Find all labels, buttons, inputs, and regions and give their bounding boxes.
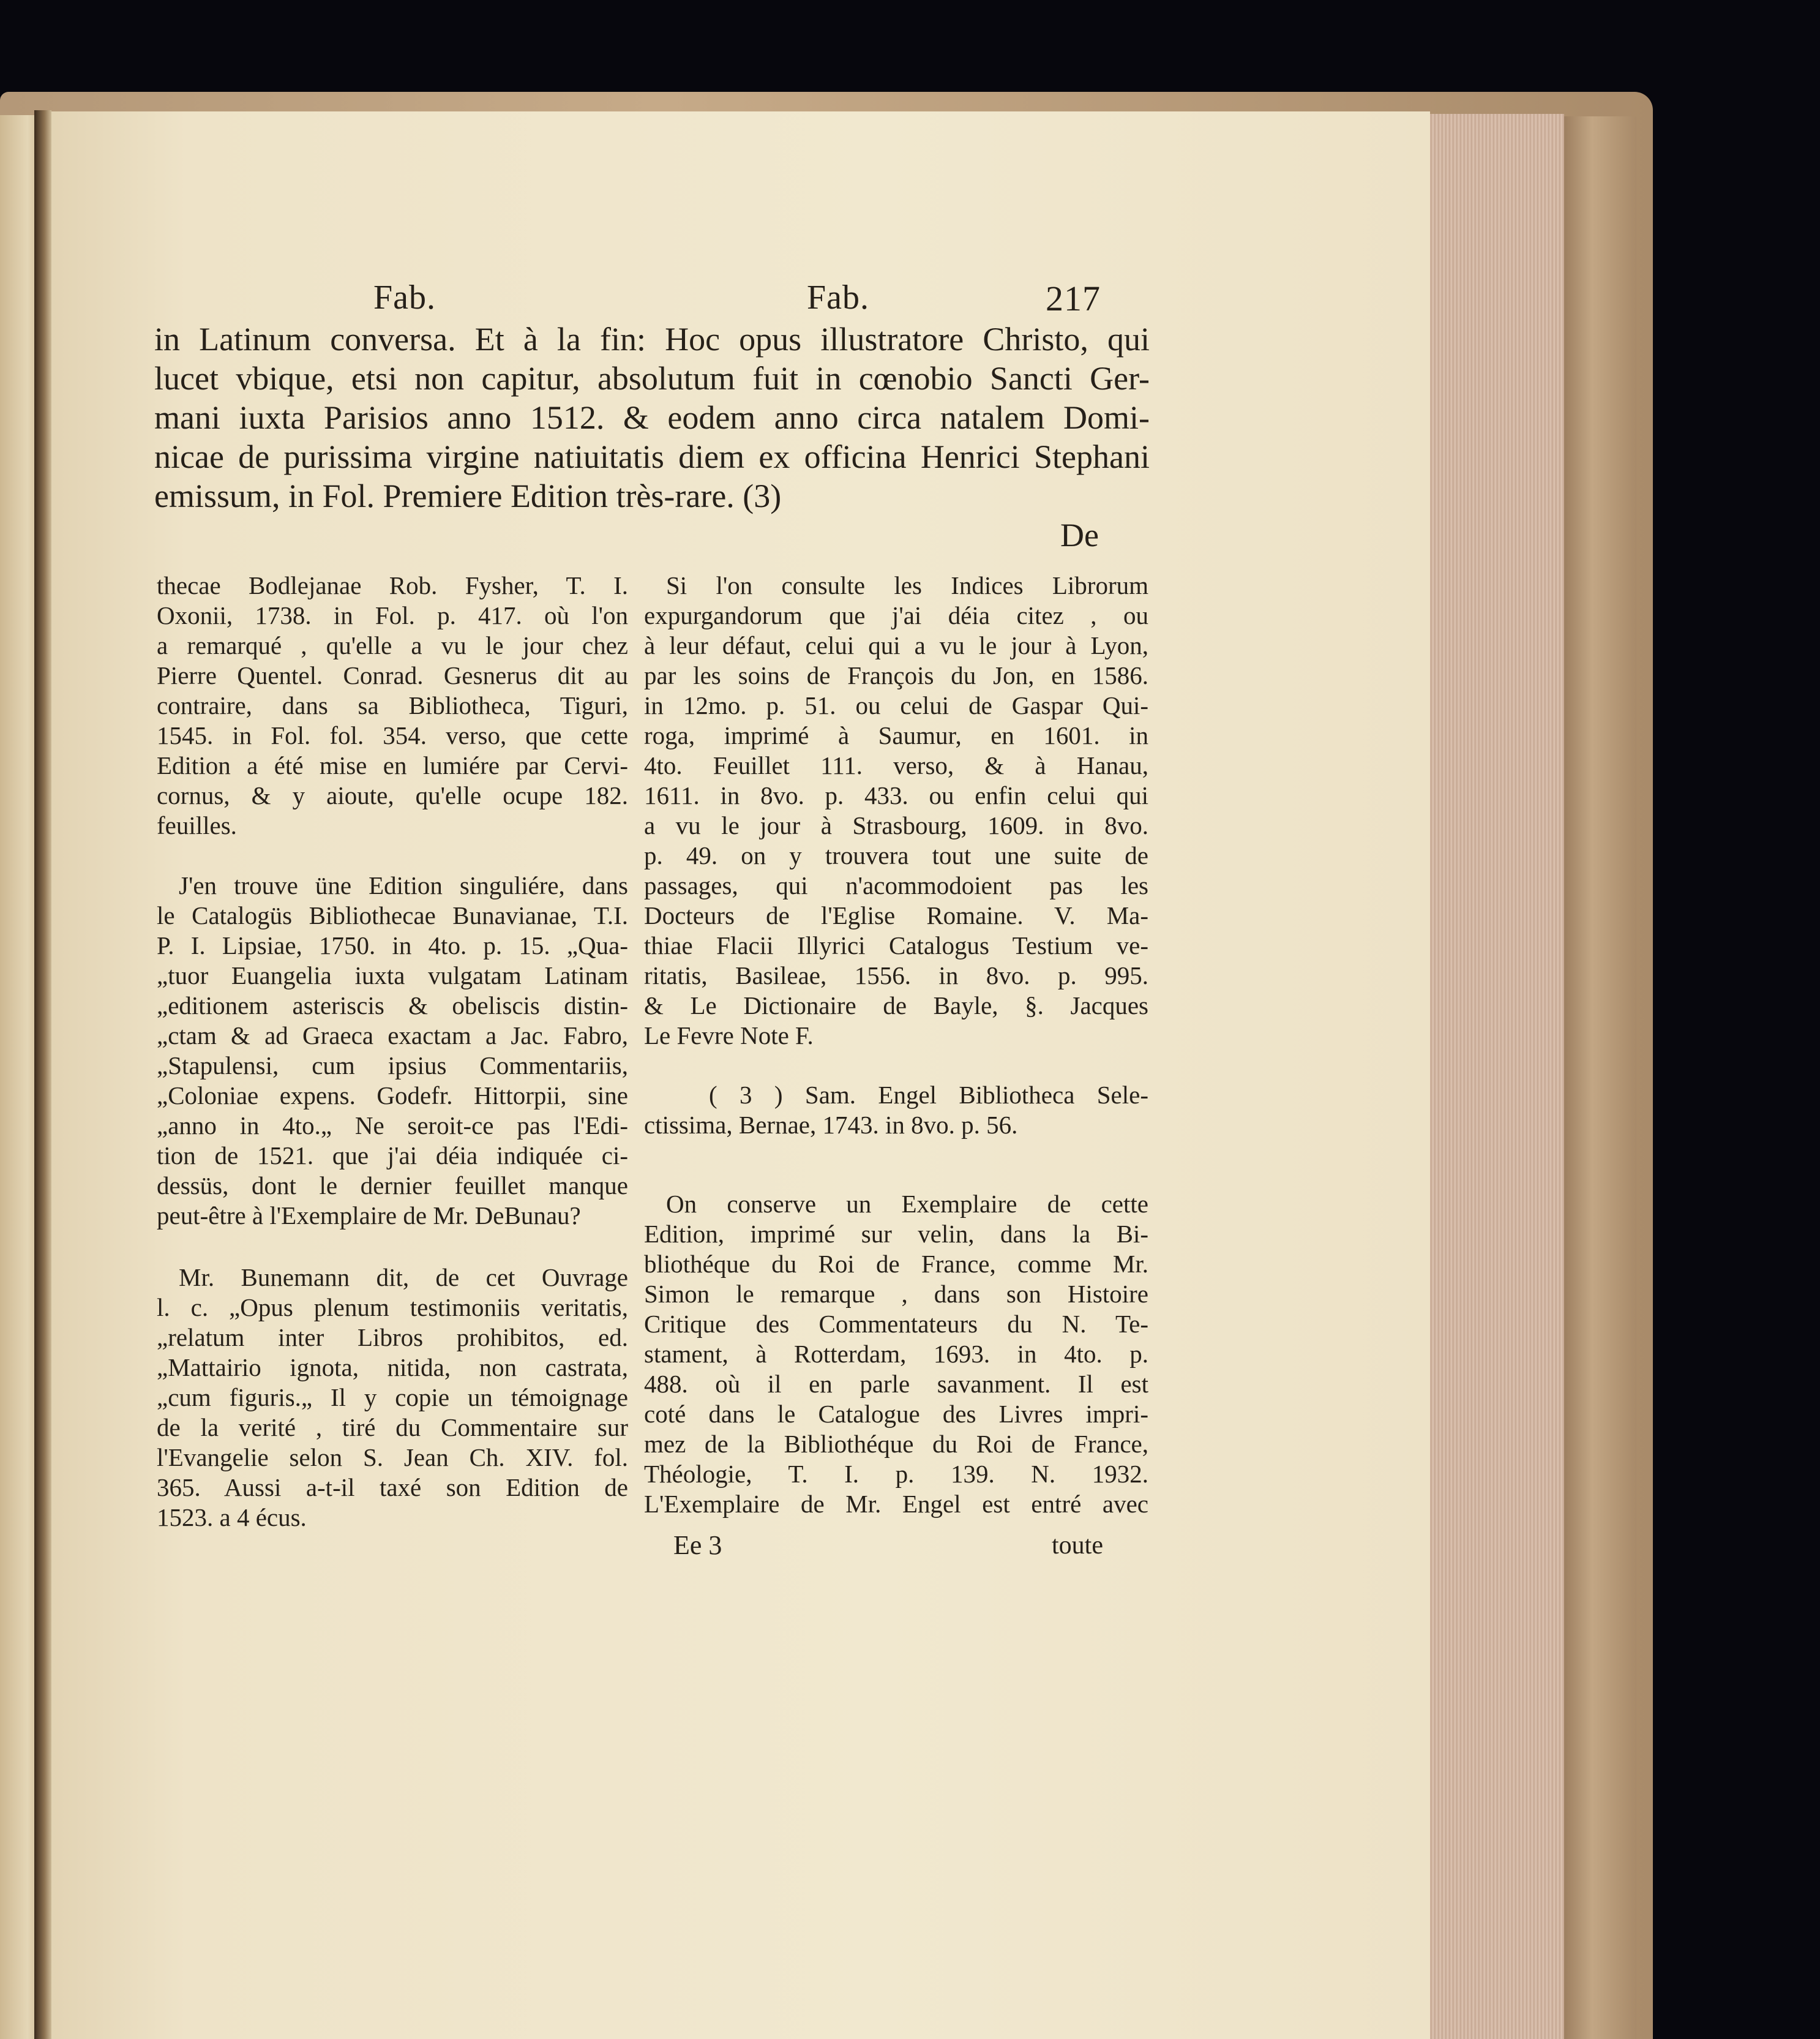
text-line: „Coloniae expens. Godefr. Hittorpii, sine — [157, 1081, 628, 1110]
text-line: L'Exemplaire de Mr. Engel est entré avec — [644, 1490, 1148, 1518]
text-line: Mr. Bunemann dit, de cet Ouvrage — [179, 1263, 628, 1291]
text-line: le Catalogüs Bibliothecae Bunavianae, T.I. — [157, 901, 628, 929]
page-number: 217 — [1046, 279, 1101, 318]
catchword-bottom: toute — [1052, 1531, 1103, 1560]
text-line: „tuor Euangelia iuxta vulgatam Latinam — [157, 961, 628, 989]
text-line: a vu le jour à Strasbourg, 1609. in 8vo. — [644, 811, 1148, 839]
signature-mark: Ee 3 — [673, 1530, 722, 1560]
text-line: a remarqué , qu'elle a vu le jour chez — [157, 631, 628, 659]
text-line: thecae Bodlejanae Rob. Fysher, T. I. — [157, 571, 628, 599]
text-line: expurgandorum que j'ai déia citez , ou — [644, 601, 1148, 629]
text-line: P. I. Lipsiae, 1750. in 4to. p. 15. „Qua- — [157, 931, 628, 959]
text-line: Docteurs de l'Eglise Romaine. V. Ma- — [644, 901, 1148, 929]
running-head-left: Fab. — [373, 279, 436, 317]
text-line: Simon le remarque , dans son Histoire — [644, 1280, 1148, 1308]
text-line: Critique des Commentateurs du N. Te- — [644, 1310, 1148, 1338]
text-line: & Le Dictionaire de Bayle, §. Jacques — [644, 991, 1148, 1020]
text-line: dessüs, dont le dernier feuillet manque — [157, 1171, 628, 1200]
footnote-line: ( 3 ) Sam. Engel Bibliotheca Sele- — [709, 1081, 1148, 1109]
text-line: l. c. „Opus plenum testimoniis veritatis, — [157, 1293, 628, 1321]
text-line: 4to. Feuillet 111. verso, & à Hanau, — [644, 751, 1148, 779]
text-line: Oxonii, 1738. in Fol. p. 417. où l'on — [157, 601, 628, 629]
cover-board-edge — [1563, 116, 1636, 2039]
footnote-line: ctissima, Bernae, 1743. in 8vo. p. 56. — [644, 1111, 1018, 1139]
text-line: Le Fevre Note F. — [644, 1021, 814, 1050]
text-line: „editionem asteriscis & obeliscis distin- — [157, 991, 628, 1020]
text-line: „relatum inter Libros prohibitos, ed. — [157, 1323, 628, 1351]
text-line: „Stapulensi, cum ipsius Commentariis, — [157, 1051, 628, 1080]
text-line: in Latinum conversa. Et à la fin: Hoc opus illustratore Christo, qui — [154, 321, 1150, 358]
text-line: feuilles. — [157, 811, 237, 839]
text-line: 488. où il en parle savanment. Il est — [644, 1370, 1148, 1398]
facing-page-edge — [0, 115, 39, 2039]
text-line: à leur défaut, celui qui a vu le jour à Lyon, — [644, 631, 1148, 659]
text-line: „cum figuris.„ Il y copie un témoignage — [157, 1383, 628, 1411]
running-head-center: Fab. — [807, 279, 869, 317]
text-line: contraire, dans sa Bibliotheca, Tiguri, — [157, 691, 628, 719]
book-page — [48, 111, 1430, 2039]
catchword-top: De — [1060, 517, 1099, 554]
text-line: peut-être à l'Exemplaire de Mr. DeBunau? — [157, 1201, 581, 1230]
text-line: 1523. a 4 écus. — [157, 1503, 307, 1531]
text-line: Pierre Quentel. Conrad. Gesnerus dit au — [157, 661, 628, 689]
text-line: emissum, in Fol. Premiere Edition très-rare. (3) — [154, 478, 782, 514]
text-line: Edition a été mise en lumiére par Cervi- — [157, 751, 628, 779]
text-line: tion de 1521. que j'ai déia indiquée ci- — [157, 1141, 628, 1170]
text-line: „ctam & ad Graeca exactam a Jac. Fabro, — [157, 1021, 628, 1050]
text-line: stament, à Rotterdam, 1693. in 4to. p. — [644, 1340, 1148, 1368]
text-line: 1545. in Fol. fol. 354. verso, que cette — [157, 721, 628, 749]
text-line: mani iuxta Parisios anno 1512. & eodem anno circa natalem Domi- — [154, 399, 1150, 436]
text-line: nicae de purissima virgine natiuitatis diem ex officina Henrici Stephani — [154, 438, 1150, 475]
text-line: thiae Flacii Illyrici Catalogus Testium ve- — [644, 931, 1148, 959]
binding-gutter — [34, 110, 51, 2039]
text-line: l'Evangelie selon S. Jean Ch. XIV. fol. — [157, 1443, 628, 1471]
text-line: Si l'on consulte les Indices Librorum — [666, 571, 1148, 599]
text-line: On conserve un Exemplaire de cette — [666, 1190, 1148, 1218]
text-line: par les soins de François du Jon, en 1586. — [644, 661, 1148, 689]
text-line: ritatis, Basileae, 1556. in 8vo. p. 995. — [644, 961, 1148, 989]
page-block-fore-edge — [1419, 114, 1564, 2039]
text-line: „anno in 4to.„ Ne seroit-ce pas l'Edi- — [157, 1111, 628, 1140]
text-line: Théologie, T. I. p. 139. N. 1932. — [644, 1460, 1148, 1488]
text-line: passages, qui n'acommodoient pas les — [644, 871, 1148, 899]
text-line: in 12mo. p. 51. ou celui de Gaspar Qui- — [644, 691, 1148, 719]
text-line: de la verité , tiré du Commentaire sur — [157, 1413, 628, 1441]
text-line: roga, imprimé à Saumur, en 1601. in — [644, 721, 1148, 749]
text-line: cornus, & y aioute, qu'elle ocupe 182. — [157, 781, 628, 809]
text-line: lucet vbique, etsi non capitur, absolutum fuit in cœnobio Sancti Ger- — [154, 360, 1150, 397]
text-line: p. 49. on y trouvera tout une suite de — [644, 841, 1148, 869]
text-line: „Mattairio ignota, nitida, non castrata, — [157, 1353, 628, 1381]
text-line: 1611. in 8vo. p. 433. ou enfin celui qui — [644, 781, 1148, 809]
text-line: 365. Aussi a-t-il taxé son Edition de — [157, 1473, 628, 1501]
text-line: J'en trouve üne Edition singuliére, dans — [179, 871, 628, 899]
text-line: coté dans le Catalogue des Livres impri- — [644, 1400, 1148, 1428]
text-line: mez de la Bibliothéque du Roi de France, — [644, 1430, 1148, 1458]
text-line: bliothéque du Roi de France, comme Mr. — [644, 1250, 1148, 1278]
text-line: Edition, imprimé sur velin, dans la Bi- — [644, 1220, 1148, 1248]
